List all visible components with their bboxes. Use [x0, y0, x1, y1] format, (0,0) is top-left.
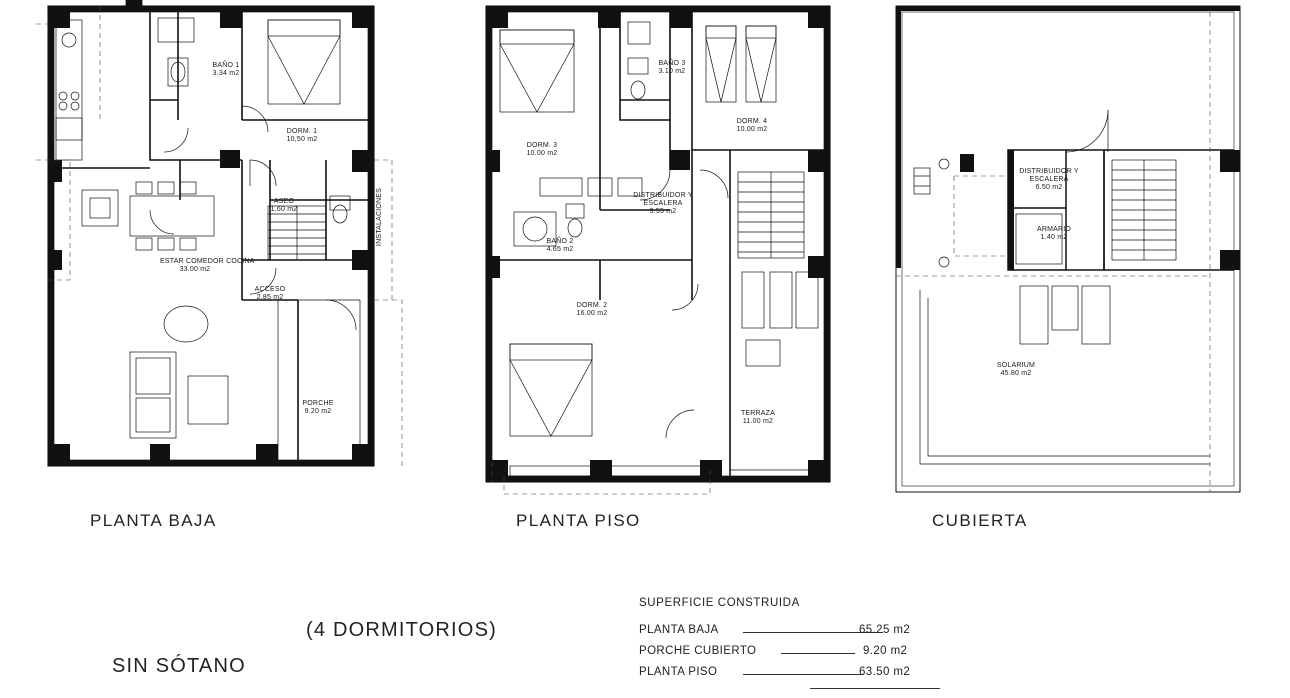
room-label-porche	[288, 400, 348, 416]
summary-row	[639, 624, 939, 640]
room-label-dorm4	[722, 118, 782, 134]
room-name: BAÑO 1	[212, 62, 240, 69]
summary-heading: SUPERFICIE CONSTRUIDA	[639, 597, 800, 609]
plan-title-ground: PLANTA BAJA	[90, 511, 217, 530]
room-label-roof-distribuidor	[1010, 168, 1088, 192]
room-name: DISTRIBUIDOR Y ESCALERA	[1019, 168, 1079, 183]
summary-row-value: 63.50 m2	[859, 666, 911, 678]
room-area: 9.20 m2	[304, 408, 332, 416]
room-area: 45.80 m2	[1000, 370, 1032, 378]
room-label-bano1	[196, 62, 256, 78]
room-label-armario	[1024, 226, 1084, 242]
room-area: 10.00 m2	[736, 126, 768, 134]
room-label-dorm2	[562, 302, 622, 318]
room-area: 1.60 m2	[270, 206, 298, 214]
room-name: INSTALACIONES	[376, 187, 383, 247]
room-label-estar	[160, 258, 255, 274]
summary-row-name: PLANTA PISO	[639, 666, 718, 678]
room-name: DORM. 4	[736, 118, 768, 125]
room-label-distribuidor-escalera	[632, 192, 694, 216]
room-name: DORM. 2	[576, 302, 608, 309]
room-label-bano2	[532, 238, 588, 254]
summary-row-name: PORCHE CUBIERTO	[639, 645, 757, 657]
room-name: SOLARIUM	[996, 362, 1036, 369]
summary-row	[639, 645, 939, 661]
room-label-acceso	[240, 286, 300, 302]
room-area: 16.00 m2	[576, 310, 608, 318]
plan-title-first: PLANTA PISO	[516, 511, 641, 530]
room-label-solarium	[984, 362, 1048, 378]
room-area: 4.65 m2	[546, 246, 574, 254]
summary-total-rule	[810, 688, 940, 689]
room-area: 1.40 m2	[1040, 234, 1068, 242]
room-label-instalaciones	[376, 172, 384, 262]
room-area: 9.55 m2	[649, 208, 677, 216]
bedrooms-title: (4 DORMITORIOS)	[306, 619, 497, 641]
room-area: 11.00 m2	[742, 418, 774, 426]
room-name: ASEO	[273, 198, 295, 205]
room-label-terraza	[728, 410, 788, 426]
room-name: TERRAZA	[740, 410, 776, 417]
room-name: PORCHE	[302, 400, 334, 407]
roof-plan	[880, 0, 1260, 500]
room-label-dorm3	[512, 142, 572, 158]
room-name: DORM. 3	[526, 142, 558, 149]
room-name: DISTRIBUIDOR Y ESCALERA	[633, 192, 693, 208]
room-area: 6.50 m2	[1035, 183, 1063, 191]
room-area: 10.00 m2	[526, 150, 558, 158]
room-area: 33.00 m2	[179, 266, 211, 274]
summary-row	[639, 666, 939, 682]
summary-row-value: 65.25 m2	[859, 624, 911, 636]
room-label-aseo	[258, 198, 310, 214]
room-area: 10,50 m2	[286, 136, 318, 144]
plan-title-roof: CUBIERTA	[932, 511, 1028, 530]
room-name: BAÑO 3	[658, 60, 686, 67]
room-name: ESTAR COMEDOR COCINA	[160, 258, 255, 265]
room-label-bano3	[644, 60, 700, 76]
room-name: DORM. 1	[286, 128, 318, 135]
basement-title: SIN SÓTANO	[112, 655, 246, 677]
room-area: 2.85 m2	[256, 294, 284, 302]
room-area: 3.10 m2	[658, 68, 686, 76]
summary-row-value: 9.20 m2	[863, 645, 908, 657]
summary-row-name: PLANTA BAJA	[639, 624, 719, 636]
room-area: 3.34 m2	[212, 70, 240, 78]
leader-line	[743, 674, 863, 675]
room-name: BAÑO 2	[546, 238, 574, 245]
leader-line	[781, 653, 855, 654]
room-name: ARMARIO	[1036, 226, 1072, 233]
room-name: ACCESO	[254, 286, 286, 293]
room-label-dorm1	[272, 128, 332, 144]
